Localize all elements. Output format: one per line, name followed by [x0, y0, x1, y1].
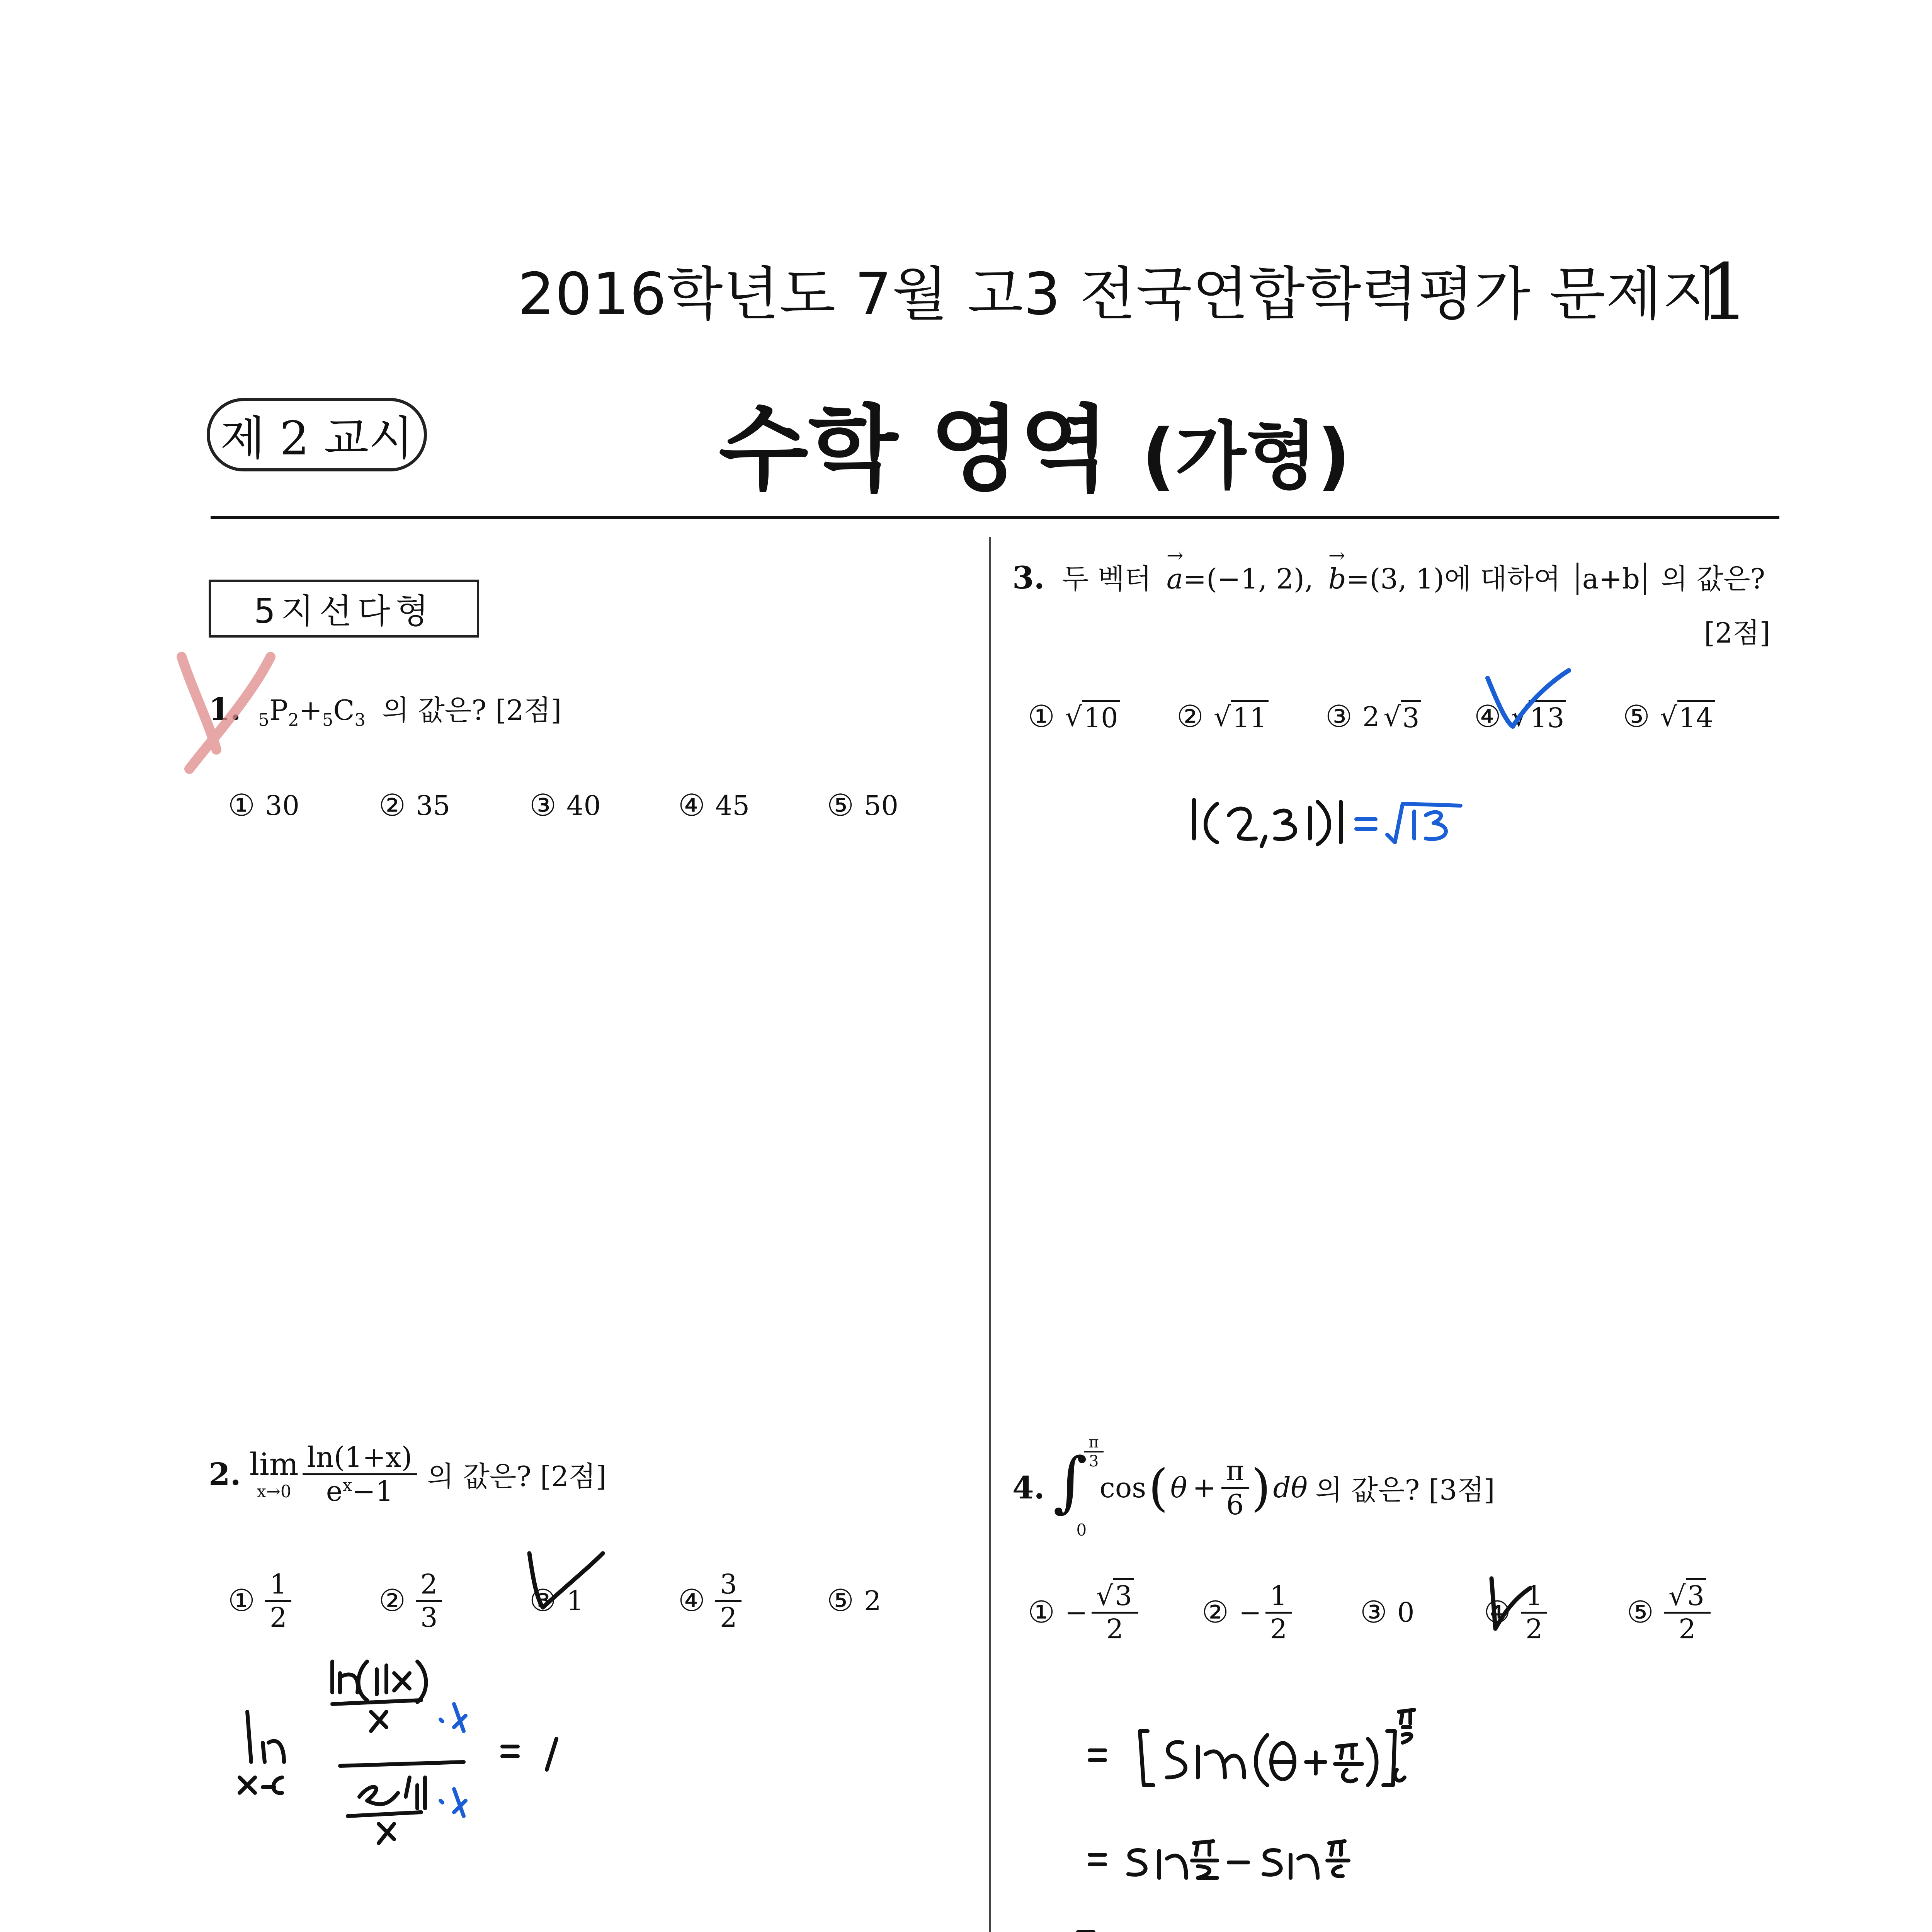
frac-den: 2	[269, 1601, 287, 1633]
radicand: 13	[1529, 700, 1566, 734]
upper-den: 3	[1088, 1452, 1099, 1470]
ink-black	[1291, 1855, 1318, 1878]
ink-black	[332, 1662, 358, 1692]
choice-mark: ②	[1202, 1595, 1229, 1630]
ink-black	[1335, 1745, 1362, 1781]
q1-c: C	[333, 694, 355, 726]
choice-value: 2	[864, 1585, 881, 1617]
ink-blue	[440, 1801, 442, 1803]
ink-black	[1090, 1750, 1105, 1760]
q4-handwritten-work	[1078, 1710, 1414, 1932]
frac-num: 2	[416, 1569, 442, 1602]
question-number: 2.	[209, 1456, 241, 1493]
choice-value: 50	[864, 790, 899, 821]
ink-black	[1264, 1850, 1281, 1875]
frac-num: 1	[1265, 1580, 1292, 1614]
integrand-cos: cos	[1099, 1471, 1146, 1504]
ink-black	[1192, 1841, 1217, 1878]
radicand: 14	[1677, 700, 1715, 734]
q1-p-sub: 5	[258, 710, 269, 730]
ink-black	[1318, 802, 1329, 844]
choice-mark: ④	[678, 788, 705, 823]
ink-black	[348, 1812, 421, 1816]
q1-c-sub: 5	[322, 710, 333, 730]
frac-den: 2	[1106, 1613, 1124, 1645]
ink-black	[247, 1712, 251, 1762]
question-number: 1.	[209, 691, 241, 727]
ink-black	[1206, 804, 1217, 842]
choice-value: 0	[1397, 1597, 1415, 1628]
frac-num: 1	[1521, 1580, 1548, 1614]
ink-black	[547, 1739, 556, 1770]
choice-value: 45	[715, 790, 750, 821]
denom-exp: x	[342, 1475, 352, 1495]
radicand: 3	[1686, 1578, 1706, 1612]
plus: +	[1192, 1471, 1216, 1504]
vector-a-symbol: a	[1166, 563, 1183, 595]
ink-black	[1256, 1735, 1267, 1785]
ink-black	[1090, 1855, 1105, 1864]
sqrt-symbol: √	[1511, 701, 1529, 733]
q1-c-idx: 3	[354, 710, 366, 730]
paren-open: (	[1148, 1458, 1168, 1517]
choice-mark: ①	[1028, 699, 1055, 734]
ink-black	[359, 1662, 426, 1702]
choice-mark: ⑤	[827, 1583, 854, 1618]
choice-mark: ④	[1474, 699, 1501, 734]
sqrt-symbol: √	[1065, 701, 1082, 733]
frac-den: 2	[719, 1601, 737, 1633]
session-label: 제 2 교시	[207, 398, 427, 471]
sign: −	[1238, 1597, 1262, 1628]
ink-black	[359, 1777, 425, 1808]
choice-mark: ⑤	[1623, 699, 1650, 734]
radicand: 11	[1231, 700, 1269, 734]
d-theta: dθ	[1273, 1471, 1308, 1504]
page-number: 1	[1700, 247, 1750, 337]
ink-black	[1262, 837, 1265, 846]
ink-black	[1128, 1850, 1146, 1875]
coefficient: 2	[1362, 701, 1380, 733]
q3-handwritten-work	[1194, 800, 1461, 846]
choice-value: 40	[566, 790, 601, 821]
frac-den: 2	[1270, 1613, 1287, 1645]
q3-lead: 두 벡터	[1062, 563, 1151, 595]
q2-numerator: ln(1+x)	[303, 1441, 417, 1475]
blue-check-mark	[1488, 670, 1569, 726]
radicand: 10	[1082, 700, 1120, 734]
upper-num: π	[1084, 1434, 1104, 1452]
choice-mark: ①	[228, 1583, 255, 1618]
sqrt-symbol: √	[1213, 701, 1231, 733]
ink-black	[379, 1824, 394, 1843]
ink-black	[263, 1741, 284, 1762]
ink-black	[1368, 1739, 1377, 1785]
lim-text: lim	[249, 1446, 299, 1482]
q3-points: [2점]	[1704, 617, 1770, 649]
sqrt-symbol: √	[1383, 701, 1401, 733]
frac-den: 2	[1679, 1613, 1696, 1645]
choice-value: 30	[265, 790, 300, 821]
choice-mark: ②	[379, 1583, 406, 1618]
lim-subscript: x→0	[257, 1482, 291, 1502]
ink-blue	[454, 1789, 466, 1816]
integral-sign-icon: ∫	[1053, 1444, 1088, 1520]
black-check-mark	[529, 1553, 603, 1607]
choice-mark: ①	[1028, 1595, 1055, 1630]
ink-black	[371, 1712, 386, 1731]
subject-type: (가형)	[1141, 413, 1351, 499]
choice-mark: ①	[228, 788, 255, 823]
ink-blue	[1356, 819, 1376, 829]
sign: −	[1065, 1597, 1088, 1628]
choice-mark: ②	[1177, 699, 1204, 734]
ink-black	[1395, 1770, 1405, 1781]
black-check-mark	[1492, 1578, 1530, 1629]
exam-title: 2016학년도 7월 고3 전국연합학력평가 문제지	[518, 261, 1719, 328]
denom-rest: −1	[352, 1475, 393, 1507]
lower-limit: 0	[1076, 1520, 1087, 1539]
ink-black	[332, 1700, 421, 1704]
denom-base: e	[326, 1475, 343, 1507]
ink-blue	[1387, 804, 1461, 842]
ink-blue	[1426, 812, 1446, 839]
section-label: 5지선다형	[209, 580, 479, 638]
question-number: 3.	[1012, 560, 1045, 596]
sqrt-symbol: √	[1096, 1580, 1114, 1612]
choice-mark: ③	[1360, 1595, 1387, 1630]
subject-main: 수학 영역	[719, 395, 1109, 503]
ink-black	[1327, 1841, 1349, 1876]
ink-black	[1159, 1851, 1186, 1878]
q1-plus: +	[299, 694, 322, 726]
vector-b-symbol: b	[1328, 563, 1346, 595]
red-cross-mark	[182, 657, 270, 769]
ink-blue	[454, 1704, 466, 1731]
radicand: 3	[1113, 1578, 1134, 1612]
vector-b-value: =(3, 1)에 대하여	[1346, 563, 1561, 595]
frac-num: π	[1221, 1455, 1249, 1489]
ink-black	[502, 1747, 518, 1756]
ink-black	[240, 1777, 282, 1793]
question-tail: 의 값은? [2점]	[382, 694, 562, 726]
frac-num: 3	[715, 1569, 742, 1602]
frac-den: 3	[420, 1601, 438, 1633]
vector-arrow-icon: →	[1166, 544, 1184, 567]
theta: θ	[1170, 1471, 1187, 1504]
q2-handwritten-work	[240, 1662, 556, 1843]
question-tail: 의 값은? [2점]	[427, 1460, 607, 1493]
ink-black	[340, 1762, 464, 1766]
ink-black	[1229, 809, 1256, 839]
choice-mark: ③	[529, 1583, 556, 1618]
frac-den: 6	[1226, 1488, 1244, 1521]
ink-black	[1275, 811, 1295, 839]
radicand: 3	[1401, 700, 1421, 734]
question-number: 4.	[1012, 1469, 1045, 1506]
ink-black	[1271, 1743, 1294, 1779]
sqrt-symbol: √	[1668, 1580, 1686, 1612]
sqrt-symbol: √	[1660, 701, 1677, 733]
ink-blue	[440, 1719, 442, 1721]
choice-value: 1	[566, 1585, 584, 1617]
ink-black	[1140, 1731, 1153, 1785]
choice-mark: ③	[1325, 699, 1352, 734]
choice-mark: ④	[1484, 1595, 1511, 1630]
question-tail: 의 값은? [3점]	[1315, 1474, 1495, 1506]
ink-black	[1198, 1747, 1244, 1777]
choice-mark: ④	[678, 1583, 705, 1618]
choice-mark: ⑤	[1627, 1595, 1654, 1630]
abs-expression: a+b	[1577, 563, 1646, 595]
question-tail: 의 값은?	[1661, 563, 1765, 595]
choice-mark: ②	[379, 788, 406, 823]
ink-black	[1306, 1752, 1325, 1774]
frac-den: 2	[1525, 1613, 1543, 1645]
choice-mark: ③	[529, 788, 556, 823]
paren-close: )	[1251, 1458, 1271, 1517]
frac-num: 1	[265, 1569, 292, 1602]
vector-a-value: =(−1, 2),	[1183, 563, 1313, 595]
vector-arrow-icon: →	[1328, 544, 1345, 567]
ink-black	[1399, 1710, 1414, 1743]
choice-mark: ⑤	[827, 788, 854, 823]
ink-black	[1167, 1742, 1185, 1777]
q1-p-idx: 2	[288, 710, 299, 730]
choice-value: 35	[415, 790, 451, 821]
q1-p: P	[269, 694, 288, 726]
